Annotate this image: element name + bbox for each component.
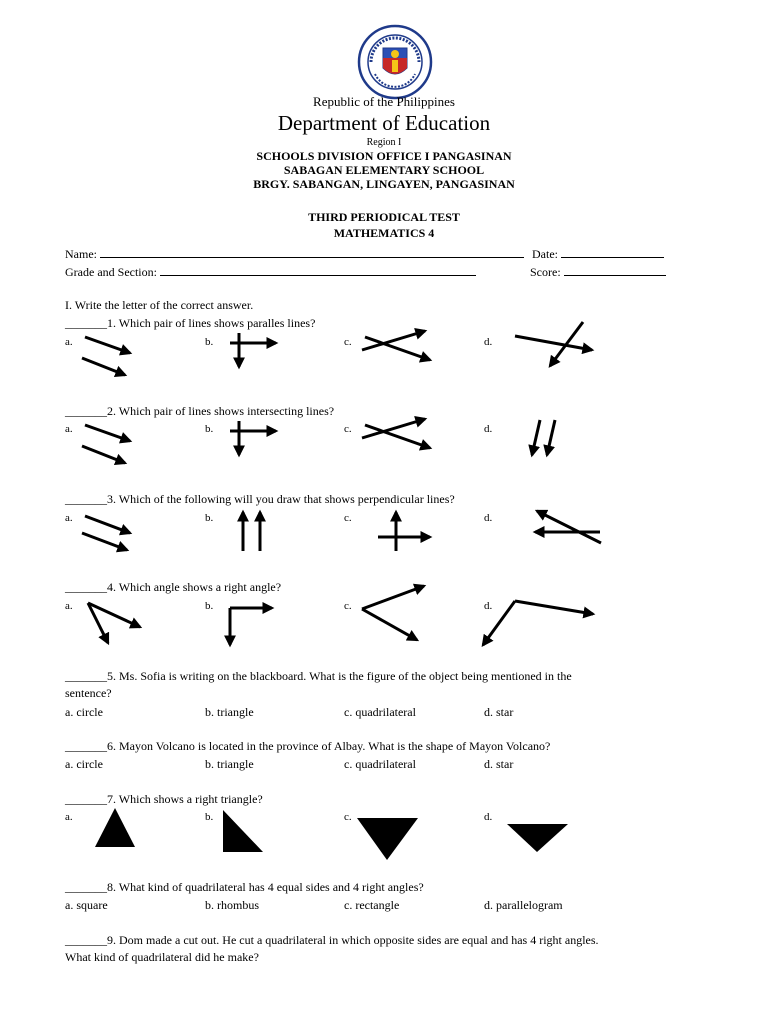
answer-blank[interactable]: _______ [65, 880, 107, 894]
question-text: 2. Which pair of lines shows intersecting lines? [107, 404, 335, 418]
option-b[interactable]: b. rhombus [205, 898, 259, 912]
date-label: Date: [532, 247, 558, 261]
instructions: I. Write the letter of the correct answer. [65, 298, 254, 312]
question-text: 7. Which shows a right triangle? [107, 792, 263, 806]
option-a[interactable]: a. circle [65, 705, 103, 719]
answer-blank[interactable]: _______ [65, 404, 107, 418]
test-subject: MATHEMATICS 4 [333, 226, 435, 240]
option-d[interactable]: d. star [484, 757, 514, 771]
question-8 [65, 880, 424, 894]
option-d-label: d. [484, 336, 493, 348]
option-a-label: a. [65, 423, 73, 435]
option-b-label: b. [205, 423, 214, 435]
option-a-label: a. [65, 600, 73, 612]
question-5-continued: sentence? [65, 686, 112, 700]
option-d-label: d. [484, 512, 493, 524]
triangle-d-inverted [507, 824, 568, 852]
address-label: BRGY. SABANGAN, LINGAYEN, PANGASINAN [253, 177, 515, 191]
answer-blank[interactable]: _______ [65, 580, 107, 594]
grade-label: Grade and Section: [65, 265, 157, 279]
option-c[interactable]: c. rectangle [344, 898, 400, 912]
option-c-label: c. [344, 600, 352, 612]
answer-blank[interactable]: _______ [65, 739, 107, 753]
name-label: Name: [65, 247, 97, 261]
question-text: 4. Which angle shows a right angle? [107, 580, 282, 594]
school-label: SABAGAN ELEMENTARY SCHOOL [283, 163, 485, 177]
option-d[interactable]: d. parallelogram [484, 898, 563, 912]
option-b-label: b. [205, 811, 214, 823]
question-text: 8. What kind of quadrilateral has 4 equal sides and 4 right angles? [107, 880, 424, 894]
option-c-label: c. [344, 811, 352, 823]
triangle-a-equilateral [95, 808, 135, 847]
score-label: Score: [530, 265, 561, 279]
division-label: SCHOOLS DIVISION OFFICE I PANGASINAN [256, 149, 512, 163]
question-9 [65, 933, 599, 947]
region-label: Region I [366, 137, 402, 148]
option-b-label: b. [205, 336, 214, 348]
test-title: THIRD PERIODICAL TEST [308, 210, 460, 224]
question-text: 6. Mayon Volcano is located in the province of Albay. What is the shape of Mayon Volcano? [107, 739, 551, 753]
option-b[interactable]: b. triangle [205, 705, 254, 719]
option-c[interactable]: c. quadrilateral [344, 705, 416, 719]
option-c-label: c. [344, 423, 352, 435]
option-b-label: b. [205, 512, 214, 524]
triangle-b-right [223, 810, 263, 852]
option-d-label: d. [484, 811, 493, 823]
answer-blank[interactable]: _______ [65, 492, 107, 506]
option-a[interactable]: a. circle [65, 757, 103, 771]
answer-blank[interactable]: _______ [65, 669, 107, 683]
question-text: 3. Which of the following will you draw that shows perpendicular lines? [107, 492, 455, 506]
republic-label: Republic of the Philippines [313, 94, 455, 109]
option-c-label: c. [344, 336, 352, 348]
option-a[interactable]: a. square [65, 898, 108, 912]
option-a-label: a. [65, 512, 73, 524]
answer-blank[interactable]: _______ [65, 933, 107, 947]
option-a-label: a. [65, 811, 73, 823]
answer-blank[interactable]: _______ [65, 316, 107, 330]
answer-blank[interactable]: _______ [65, 792, 107, 806]
department-title: Department of Education [277, 111, 491, 135]
option-d[interactable]: d. star [484, 705, 514, 719]
question-text: 5. Ms. Sofia is writing on the blackboard. What is the figure of the object being mentioned in the [107, 669, 572, 683]
question-9-continued: What kind of quadrilateral did he make? [65, 950, 259, 964]
option-b-label: b. [205, 600, 214, 612]
option-d-label: d. [484, 600, 493, 612]
triangle-c-inverted [357, 818, 418, 860]
option-a-label: a. [65, 336, 73, 348]
option-b[interactable]: b. triangle [205, 757, 254, 771]
option-d-label: d. [484, 423, 493, 435]
question-text: 9. Dom made a cut out. He cut a quadrilateral in which opposite sides are equal and has 4 right angles. [107, 933, 599, 947]
question-text: 1. Which pair of lines shows paralles lines? [107, 316, 316, 330]
option-c[interactable]: c. quadrilateral [344, 757, 416, 771]
option-c-label: c. [344, 512, 352, 524]
